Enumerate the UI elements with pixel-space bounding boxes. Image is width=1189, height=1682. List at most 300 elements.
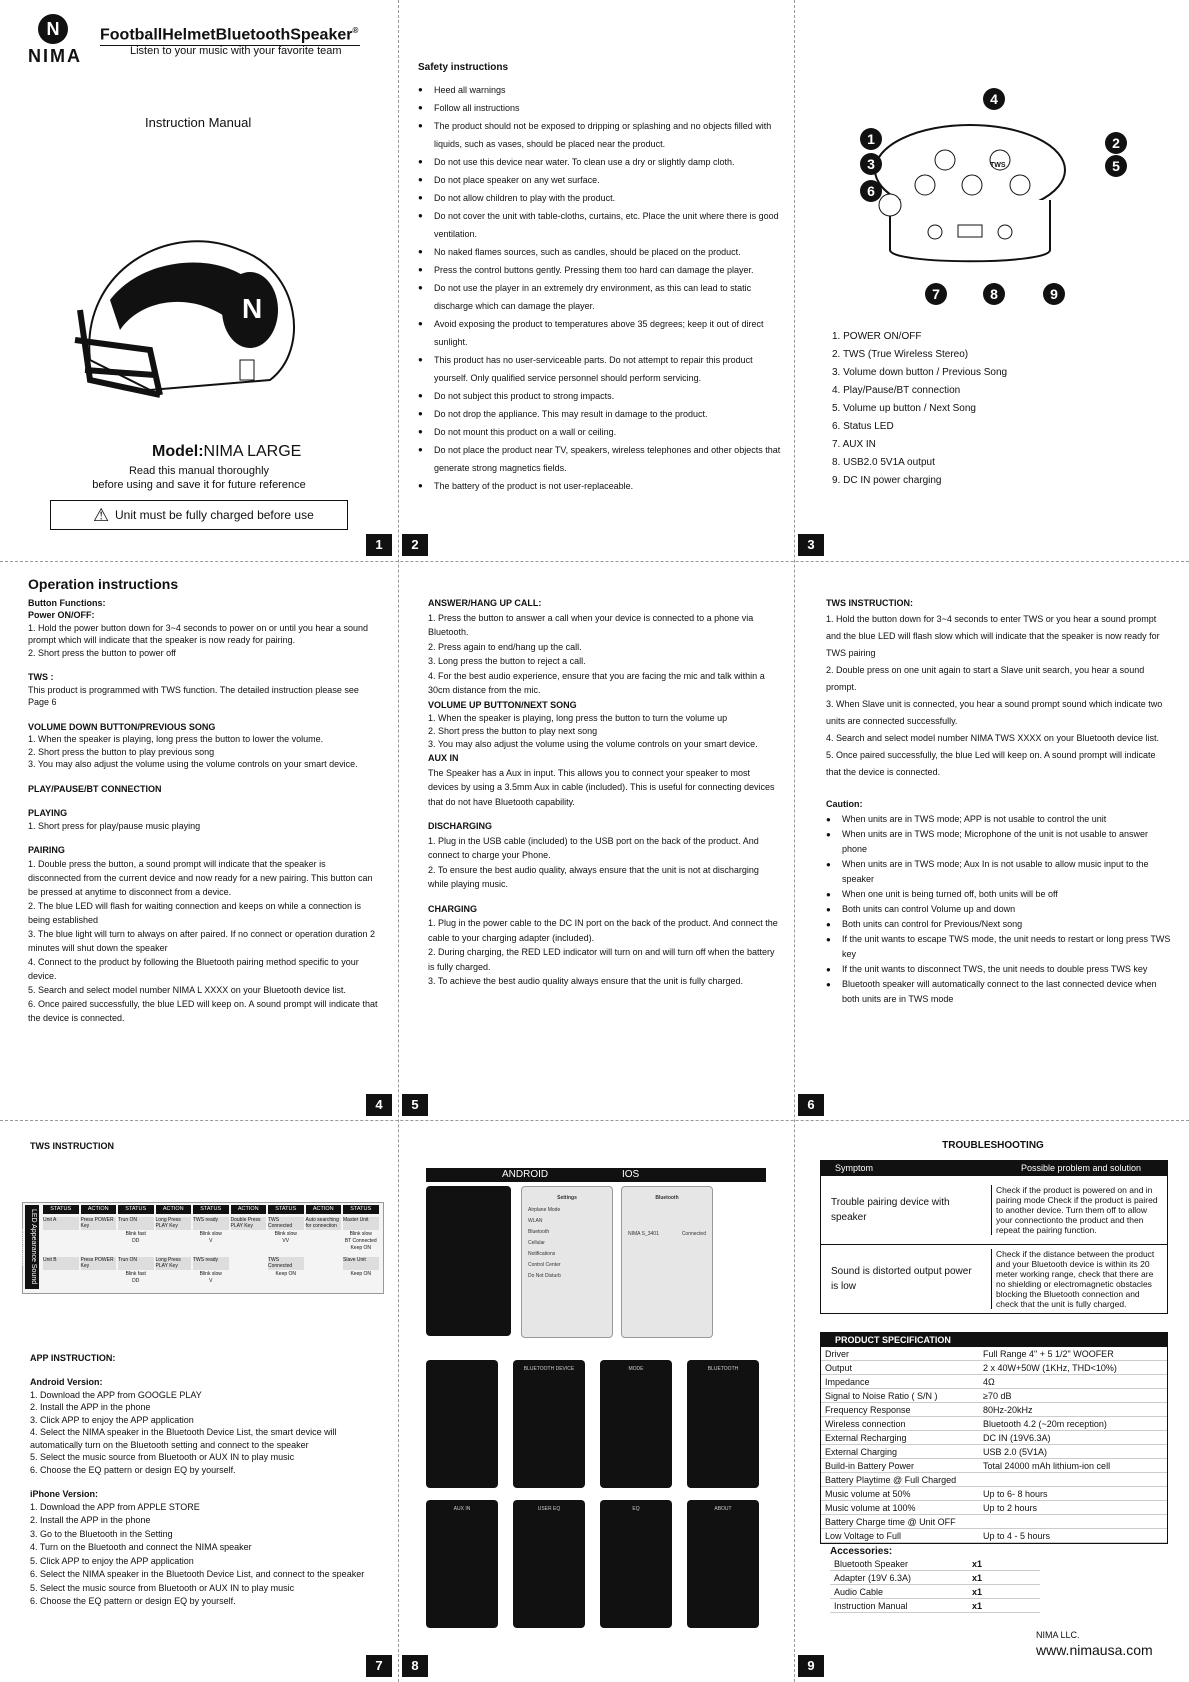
spec-heading: PRODUCT SPECIFICATION — [821, 1333, 1167, 1347]
caution-item: ● If the unit wants to escape TWS mode, the unit needs to restart or long press TWS key — [826, 932, 1171, 962]
safety-item: ● Do not cover the unit with table-cloths, curtains, etc. Place the unit where there is good ventilation. — [418, 207, 788, 243]
control-item: 5. Volume up button / Next Song — [832, 403, 976, 414]
tagline: Listen to your music with your favorite team — [130, 45, 342, 57]
answer-step: 3. Long press the button to reject a call. — [428, 656, 586, 666]
tws-step: 3. When Slave unit is connected, you hear a sound prompt sound which indicate two units are connected successfully. — [826, 699, 1163, 726]
symptom-header: Symptom — [835, 1163, 874, 1173]
safety-list — [418, 81, 788, 495]
troubleshooting-heading: TROUBLESHOOTING — [942, 1140, 1044, 1151]
tws-instruction-heading: TWS INSTRUCTION: — [826, 598, 913, 608]
aux-heading: AUX IN — [428, 753, 459, 763]
pairing-step: 2. The blue LED will flash for waiting connection and keeps on while a connection is being established — [28, 900, 362, 925]
callout-2: 2 — [1105, 132, 1127, 154]
charging-heading: CHARGING — [428, 903, 477, 914]
volume-up-step: 2. Short press the button to play next song — [428, 726, 598, 736]
spec-table — [820, 1332, 1168, 1544]
page-number: 8 — [402, 1655, 428, 1677]
accessories-heading: Accessories: — [830, 1546, 893, 1557]
android-steps — [30, 1389, 380, 1477]
charging-step: 3. To achieve the best audio quality always ensure that the unit is fully charged. — [428, 976, 744, 986]
callout-6: 6 — [860, 180, 882, 202]
table-cell: DD — [132, 1238, 140, 1244]
control-item: 7. AUX IN — [832, 439, 876, 450]
app-screen-title: EQ — [632, 1506, 640, 1512]
callout-4: 4 — [983, 88, 1005, 110]
spec-label: Low Voltage to Full — [821, 1529, 979, 1543]
spec-value: DC IN (19V6.3A) — [979, 1431, 1167, 1445]
row-divider — [0, 561, 1189, 562]
caution-item: ● When one unit is being turned off, both units will be off — [826, 887, 1171, 902]
discharging-heading: DISCHARGING — [428, 821, 493, 831]
pairing-list — [28, 857, 378, 1025]
settings-row: WLAN — [528, 1218, 543, 1224]
page-3-controls — [800, 0, 1189, 561]
iphone-step: 6. Choose the EQ pattern or design EQ by yourself. — [30, 1596, 236, 1606]
page-5-calls — [428, 596, 778, 1076]
spec-row — [821, 1487, 1167, 1501]
iphone-step: 3. Go to the Bluetooth in the Setting — [30, 1528, 173, 1539]
accessory-qty: x1 — [968, 1557, 1040, 1571]
app-screenshot — [513, 1500, 585, 1628]
settings-title: Settings — [557, 1195, 577, 1201]
settings-row: Control Center — [528, 1262, 561, 1268]
callout-1: 1 — [860, 128, 882, 150]
table-cell: VV — [282, 1238, 290, 1244]
accessory-name: Audio Cable — [830, 1585, 968, 1599]
answer-step: 4. For the best audio experience, ensure that you are facing the mic and talk within a 30cm distance from the mic. — [428, 670, 765, 695]
spec-row — [821, 1501, 1167, 1515]
spec-value — [979, 1473, 1167, 1487]
app-screenshot — [687, 1500, 759, 1628]
table-cell: Trun ON — [118, 1217, 154, 1230]
table-cell: TWS Connected — [268, 1257, 304, 1270]
spec-value: 4Ω — [979, 1375, 1167, 1389]
table-cell: Press POWER Key — [81, 1217, 117, 1230]
callout-7: 7 — [925, 283, 947, 305]
spec-value: 2 x 40W+50W (1KHz, THD<10%) — [979, 1361, 1167, 1375]
charging-step: 2. During charging, the RED LED indicator will turn on and will turn off when the battery is fully charged. — [428, 947, 775, 972]
table-cell: Slave Unit — [343, 1257, 379, 1270]
volume-down-heading: VOLUME DOWN BUTTON/PREVIOUS SONG — [28, 721, 216, 732]
table-cell: Blink slow — [199, 1271, 222, 1277]
accessory-name: Adapter (19V 6.3A) — [830, 1571, 968, 1585]
page-number: 5 — [402, 1094, 428, 1116]
table-cell: Blink slow — [349, 1231, 372, 1237]
spec-label: Battery Playtime @ Full Charged — [821, 1473, 979, 1487]
safety-item: ● The product should not be exposed to dripping or splashing and no objects filled with liquids, such as vases, should be placed near the product. — [418, 117, 788, 153]
control-item: 2. TWS (True Wireless Stereo) — [832, 349, 969, 360]
settings-row: Airplane Mode — [528, 1207, 561, 1213]
table-cell: Double Press PLAY Key — [231, 1217, 267, 1230]
page-7-tws-app — [17, 1140, 392, 1640]
product-title: FootballHelmetBluetoothSpeaker® — [100, 26, 359, 44]
page-number: 6 — [798, 1094, 824, 1116]
app-screen-title: USER EQ — [537, 1506, 561, 1512]
spec-row — [821, 1459, 1167, 1473]
answer-list — [428, 611, 778, 698]
accessory-qty: x1 — [968, 1599, 1040, 1613]
app-screenshot — [426, 1360, 498, 1488]
page-9-troubleshooting — [818, 1140, 1168, 1660]
caution-item: ● Bluetooth speaker will automatically connect to the last connected device when both units are in TWS mode — [826, 977, 1171, 1007]
safety-item: ● Heed all warnings — [418, 81, 788, 99]
app-screenshot — [687, 1360, 759, 1488]
android-step: 5. Select the music source from Bluetooth or AUX IN to play music — [30, 1452, 295, 1462]
power-step: 1. Hold the power button down for 3~4 seconds to power on or until you hear a sound prompt which will indicate that the speaker is now ready for pairing. — [28, 622, 368, 645]
control-item: 6. Status LED — [832, 421, 894, 432]
table-side-label: LED Appearance Sound Appearance — [25, 1205, 39, 1289]
spec-value: ≥70 dB — [979, 1389, 1167, 1403]
app-screenshot — [513, 1360, 585, 1488]
volume-down-step: 1. When the speaker is playing, long press the button to lower the volume. — [28, 734, 324, 744]
table-cell: Auto searching for connection — [306, 1217, 342, 1230]
table-cell: V — [209, 1278, 213, 1284]
iphone-heading: iPhone Version: — [30, 1489, 99, 1499]
spec-value: Up to 4 - 5 hours — [979, 1529, 1167, 1543]
iphone-step: 5. Click APP to enjoy the APP application — [30, 1555, 194, 1566]
control-item: 3. Volume down button / Previous Song — [832, 367, 1008, 378]
android-label: ANDROID — [502, 1169, 549, 1180]
pairing-heading: PAIRING — [28, 845, 65, 855]
caution-heading: Caution: — [826, 799, 863, 809]
iphone-step: 4. Turn on the Bluetooth and connect the NIMA speaker — [30, 1542, 252, 1552]
control-item: 9. DC IN power charging — [832, 475, 942, 486]
ios-settings-screen — [521, 1186, 613, 1338]
solution-header: Possible problem and solution — [1020, 1163, 1142, 1173]
model-line: Model:NIMA LARGE — [152, 443, 302, 460]
spec-value: 80Hz-20kHz — [979, 1403, 1167, 1417]
spec-label: Build-in Battery Power — [821, 1459, 979, 1473]
safety-item: ● Avoid exposing the product to temperatures above 35 degrees; keep it out of direct sunlight. — [418, 315, 788, 351]
spec-value: Total 24000 mAh lithium-ion cell — [979, 1459, 1167, 1473]
app-screen-title — [426, 1360, 498, 1366]
tws-step: 1. Hold the button down for 3~4 seconds to enter TWS or you hear a sound prompt and the blue LED will flash slow which will indicate that the speaker is now ready for TWS pairing — [826, 614, 1160, 658]
spec-row — [821, 1529, 1167, 1543]
settings-row: Notifications — [528, 1251, 556, 1257]
troubleshooting-table — [820, 1160, 1168, 1314]
spec-row — [821, 1417, 1167, 1431]
volume-up-heading: VOLUME UP BUTTON/NEXT SONG — [428, 699, 577, 710]
safety-item: ● This product has no user-serviceable parts. Do not attempt to repair this product yourself. Only qualified service personnel should perform servicing. — [418, 351, 788, 387]
iphone-steps — [30, 1501, 380, 1609]
troubleshooting-row — [821, 1244, 1167, 1313]
caution-item: ● If the unit wants to disconnect TWS, the unit needs to double press TWS key — [826, 962, 1171, 977]
table-cell: DD — [132, 1278, 140, 1284]
app-screenshot — [426, 1500, 498, 1628]
spec-label: Wireless connection — [821, 1417, 979, 1431]
safety-item: ● Press the control buttons gently. Pressing them too hard can damage the player. — [418, 261, 788, 279]
table-cell: Keep ON — [350, 1245, 372, 1251]
table-cell: Keep ON — [275, 1271, 297, 1277]
table-header: STATUS — [268, 1205, 304, 1214]
volume-down-step: 3. You may also adjust the volume using the volume controls on your smart device. — [28, 759, 358, 769]
safety-heading: Safety instructions — [418, 62, 509, 73]
app-screen-title: ABOUT — [714, 1506, 732, 1512]
android-step: 6. Choose the EQ pattern or design EQ by yourself. — [30, 1464, 236, 1475]
accessory-name: Bluetooth Speaker — [830, 1557, 968, 1571]
page-1-cover — [0, 0, 398, 561]
spec-value: USB 2.0 (5V1A) — [979, 1445, 1167, 1459]
safety-item: ● No naked flames sources, such as candles, should be placed on the product. — [418, 243, 788, 261]
charge-warning-box: ⚠ Unit must be fully charged before use — [50, 500, 348, 530]
iphone-step: 2. Install the APP in the phone — [30, 1515, 151, 1525]
manual-label: Instruction Manual — [145, 115, 252, 130]
spec-label: Impedance — [821, 1375, 979, 1389]
table-cell: Blink fast — [125, 1231, 146, 1237]
pairing-step: 4. Connect to the product by following the Bluetooth pairing method specific to your device. — [28, 956, 359, 981]
safety-item: ● Do not use this device near water. To clean use a dry or slightly damp cloth. — [418, 153, 788, 171]
iphone-step: 5. Select the music source from Bluetooth or AUX IN to play music — [30, 1582, 295, 1593]
spec-label: External Recharging — [821, 1431, 979, 1445]
brand-name: NIMA — [28, 46, 82, 66]
app-screen-title: BLUETOOTH — [707, 1366, 739, 1372]
tws-button-label: TWS — [990, 162, 1006, 169]
accessory-row — [830, 1599, 1040, 1613]
volume-down-list — [28, 733, 378, 771]
table-cell: TWS ready — [193, 1217, 229, 1230]
spec-row — [821, 1431, 1167, 1445]
table-header: ACTION — [81, 1205, 117, 1214]
table-header: ACTION — [231, 1205, 267, 1214]
accessories-block — [830, 1546, 1040, 1613]
table-cell: Unit A — [43, 1217, 79, 1230]
power-list — [28, 622, 378, 660]
safety-item: ● Follow all instructions — [418, 99, 788, 117]
brand-logo-icon: N — [38, 14, 68, 44]
accessory-name: Instruction Manual — [830, 1599, 968, 1613]
spec-value: Up to 2 hours — [979, 1501, 1167, 1515]
aux-text: The Speaker has a Aux in input. This allows you to connect your speaker to most devices by using a 3.5mm Aux in cable (included). This is useful for connecting devices that do not have Bluetooth capability. — [428, 767, 775, 807]
column-divider — [398, 0, 399, 1682]
android-step: 3. Click APP to enjoy the APP application — [30, 1414, 194, 1425]
spec-value: Bluetooth 4.2 (~20m reception) — [979, 1417, 1167, 1431]
app-screenshot — [600, 1360, 672, 1488]
spec-label: Driver — [821, 1347, 979, 1361]
spec-label: Frequency Response — [821, 1403, 979, 1417]
os-header-bar — [426, 1168, 766, 1182]
play-heading: PLAY/PAUSE/BT CONNECTION — [28, 783, 162, 794]
tws-step: 4. Search and select model number NIMA TWS XXXX on your Bluetooth device list. — [826, 733, 1159, 743]
control-item: 1. POWER ON/OFF — [832, 331, 922, 342]
callout-8: 8 — [983, 283, 1005, 305]
safety-item: ● Do not use the player in an extremely dry environment, as this can lead to static discharge which can damage the player. — [418, 279, 788, 315]
table-cell: Unit B — [43, 1257, 79, 1270]
safety-item: ● Do not place speaker on any wet surface. — [418, 171, 788, 189]
spec-row — [821, 1403, 1167, 1417]
table-cell: TWS ready — [193, 1257, 229, 1270]
spec-row — [821, 1375, 1167, 1389]
iphone-step: 6. Select the NIMA speaker in the Bluetooth Device List, and connect to the speaker — [30, 1569, 365, 1579]
page-8-screens — [424, 1168, 774, 1638]
ios-label: IOS — [622, 1169, 640, 1180]
spec-label: Battery Charge time @ Unit OFF — [821, 1515, 979, 1529]
answer-step: 1. Press the button to answer a call when your device is connected to a phone via Bluetooth. — [428, 612, 754, 637]
tws-status-table — [17, 1202, 384, 1294]
row-divider — [0, 1120, 1189, 1121]
spec-row — [821, 1473, 1167, 1487]
power-step: 2. Short press the button to power off — [28, 647, 176, 658]
bluetooth-title: Bluetooth — [655, 1195, 679, 1201]
app-screen-title: MODE — [628, 1366, 644, 1372]
android-phone-screen — [426, 1186, 511, 1336]
control-item: 4. Play/Pause/BT connection — [832, 385, 961, 396]
symptom-cell: Sound is distorted output power is low — [831, 1266, 972, 1292]
control-item: 8. USB2.0 5V1A output — [832, 457, 935, 468]
volume-up-step: 1. When the speaker is playing, long press the button to turn the volume up — [428, 713, 728, 723]
volume-down-step: 2. Short press the button to play previous song — [28, 746, 215, 757]
discharging-step: 2. To ensure the best audio quality, always ensure that the unit is not at discharging while playing music. — [428, 864, 759, 889]
callout-5: 5 — [1105, 155, 1127, 177]
table-cell: BT Connected — [344, 1238, 377, 1244]
playing-text: 1. Short press for play/pause music playing — [28, 820, 201, 831]
android-heading: Android Version: — [30, 1377, 103, 1387]
app-heading: APP INSTRUCTION: — [30, 1353, 116, 1363]
tws-step: 2. Double press on one unit again to start a Slave unit search, you hear a sound prompt. — [826, 665, 1145, 692]
pairing-step: 5. Search and select model number NIMA L XXXX on your Bluetooth device list. — [28, 984, 346, 995]
spec-row — [821, 1515, 1167, 1529]
table-header: STATUS — [343, 1205, 379, 1214]
helmet-illustration — [60, 210, 310, 420]
spec-label: Music volume at 50% — [821, 1487, 979, 1501]
android-step: 4. Select the NIMA speaker in the Bluetooth Device List, the smart device will automatically turn on the Bluetooth setting and connect to the speaker — [30, 1427, 337, 1450]
troubleshooting-row — [821, 1175, 1167, 1244]
spec-label: Music volume at 100% — [821, 1501, 979, 1515]
android-step: 2. Install the APP in the phone — [30, 1402, 151, 1412]
table-cell: TWS Connected — [268, 1217, 304, 1230]
bt-device-name: NIMA S_3401 — [628, 1231, 659, 1237]
charging-step: 1. Plug in the power cable to the DC IN port on the back of the product. And connect the cable to your charging adapter (included). — [428, 918, 778, 943]
controls-list — [832, 328, 1007, 490]
caution-item: ● When units are in TWS mode; Aux In is not usable to allow music input to the speaker — [826, 857, 1171, 887]
table-cell: Blink slow — [199, 1231, 222, 1237]
spec-row — [821, 1389, 1167, 1403]
spec-value: Up to 6- 8 hours — [979, 1487, 1167, 1501]
callout-9: 9 — [1043, 283, 1065, 305]
page-4-operation — [28, 578, 378, 1078]
caution-item: ● When units are in TWS mode; APP is not usable to control the unit — [826, 812, 1171, 827]
answer-heading: ANSWER/HANG UP CALL: — [428, 598, 542, 608]
safety-item: ● Do not allow children to play with the product. — [418, 189, 788, 207]
symptom-cell: Trouble pairing device with speaker — [831, 1197, 950, 1223]
page-2-safety — [418, 62, 788, 532]
safety-item: ● Do not place the product near TV, speakers, wireless telephones and other objects that generate strong magnetics fields. — [418, 441, 788, 477]
table-cell: Blink slow — [274, 1231, 297, 1237]
svg-text:N: N — [242, 293, 263, 324]
discharging-step: 1. Plug in the USB cable (included) to the USB port on the back of the product. And connect to charge your Phone. — [428, 835, 759, 860]
settings-row: Bluetooth — [528, 1229, 550, 1235]
table-cell: Long Press PLAY Key — [156, 1257, 192, 1270]
table-cell: Press POWER Key — [81, 1257, 117, 1270]
safety-item: ● Do not subject this product to strong impacts. — [418, 387, 788, 405]
accessory-row — [830, 1585, 1040, 1599]
accessory-row — [830, 1571, 1040, 1585]
table-cell: Master Unit — [343, 1217, 379, 1230]
read-manual-note: Read this manual thoroughly before using and save it for future reference — [92, 465, 306, 491]
accessory-qty: x1 — [968, 1585, 1040, 1599]
settings-row: Do Not Disturb — [528, 1273, 561, 1279]
table-cell: V — [209, 1238, 213, 1244]
iphone-step: 1. Download the APP from APPLE STORE — [30, 1501, 200, 1512]
spec-row — [821, 1361, 1167, 1375]
pairing-step: 6. Once paired successfully, the blue LED will keep on. A sound prompt will indicate that the device is connected. — [28, 998, 378, 1023]
answer-step: 2. Press again to end/hang up the call. — [428, 641, 582, 652]
charging-list — [428, 916, 778, 989]
page-number: 7 — [366, 1655, 392, 1677]
table-cell: Blink fast — [125, 1271, 146, 1277]
table-header: STATUS — [118, 1205, 154, 1214]
page-number: 4 — [366, 1094, 392, 1116]
website: www.nimausa.com — [1036, 1642, 1153, 1658]
column-divider — [794, 0, 795, 1682]
safety-item: ● Do not drop the appliance. This may result in damage to the product. — [418, 405, 788, 423]
spec-label: External Charging — [821, 1445, 979, 1459]
caution-item: ● Both units can control for Previous/Next song — [826, 917, 1171, 932]
callout-3: 3 — [860, 153, 882, 175]
table-cell: Keep ON — [350, 1271, 372, 1277]
android-step: 1. Download the APP from GOOGLE PLAY — [30, 1389, 202, 1400]
table-cell: Long Press PLAY Key — [156, 1217, 192, 1230]
safety-item: ● The battery of the product is not user-replaceable. — [418, 477, 788, 495]
spec-value — [979, 1515, 1167, 1529]
pairing-step: 3. The blue light will turn to always on after paired. If no connect or operation duration 2 minutes will shut down the speaker — [28, 928, 376, 953]
solution-cell: Check if the product is powered on and in pairing mode Check if the product is paired to another device. Turn them off to allow your connectionto the product and then repeat the pairing function. — [991, 1185, 1167, 1235]
app-screen-title: AUX IN — [453, 1506, 471, 1512]
playing-heading: PLAYING — [28, 808, 68, 818]
operation-heading: Operation instructions — [28, 576, 179, 592]
solution-cell: Check if the distance between the product and your Bluetooth device is within its 20 meter working range, check that there are no shielding or electromagnetic obstacles blocking the Bluetooth connection and check that the unit is fully charged. — [991, 1249, 1167, 1309]
app-screen-title: BLUETOOTH DEVICE — [523, 1366, 575, 1372]
discharging-list — [428, 834, 778, 892]
tws-table-heading: TWS INSTRUCTION — [30, 1141, 114, 1151]
button-functions-heading: Button Functions: — [28, 597, 106, 608]
warning-icon: ⚠ — [93, 505, 110, 525]
table-header: STATUS — [43, 1205, 79, 1214]
caution-item: ● Both units can control Volume up and down — [826, 902, 1171, 917]
volume-up-list — [428, 712, 778, 751]
table-cell: Trun ON — [118, 1257, 154, 1270]
table-header: ACTION — [306, 1205, 342, 1214]
caution-list — [826, 812, 1171, 1007]
spec-row — [821, 1347, 1167, 1361]
page-6-tws — [826, 596, 1171, 1076]
app-screenshot — [600, 1500, 672, 1628]
bt-device-status: Connected — [681, 1231, 706, 1237]
tws-steps-list — [826, 611, 1171, 781]
page-number: 9 — [798, 1655, 824, 1677]
tws-text: This product is programmed with TWS function. The detailed instruction please see Page 6 — [28, 684, 359, 707]
pairing-step: 1. Double press the button, a sound prompt will indicate that the speaker is disconnected from the current device and now ready for a new pairing. This button can be pressed at anytime to disconnect from a device. — [28, 858, 373, 897]
accessory-row — [830, 1557, 1040, 1571]
tws-heading: TWS : — [28, 672, 54, 682]
spec-value: Full Range 4" + 5 1/2" WOOFER — [979, 1347, 1167, 1361]
table-header: ACTION — [156, 1205, 192, 1214]
table-header: STATUS — [193, 1205, 229, 1214]
accessory-qty: x1 — [968, 1571, 1040, 1585]
spec-label: Signal to Noise Ratio ( S/N ) — [821, 1389, 979, 1403]
page-number: 1 — [366, 534, 392, 556]
page-number: 2 — [402, 534, 428, 556]
page-number: 3 — [798, 534, 824, 556]
volume-up-step: 3. You may also adjust the volume using the volume controls on your smart device. — [428, 739, 758, 749]
tws-step: 5. Once paired successfully, the blue Led will keep on. A sound prompt will indicate that the device is connected. — [826, 750, 1156, 777]
ios-bluetooth-screen — [621, 1186, 713, 1338]
settings-row: Cellular — [528, 1240, 545, 1246]
safety-item: ● Do not mount this product on a wall or ceiling. — [418, 423, 788, 441]
caution-item: ● When units are in TWS mode; Microphone of the unit is not usable to answer phone — [826, 827, 1171, 857]
spec-row — [821, 1445, 1167, 1459]
company-name: NIMA LLC. — [1036, 1630, 1080, 1640]
spec-label: Output — [821, 1361, 979, 1375]
